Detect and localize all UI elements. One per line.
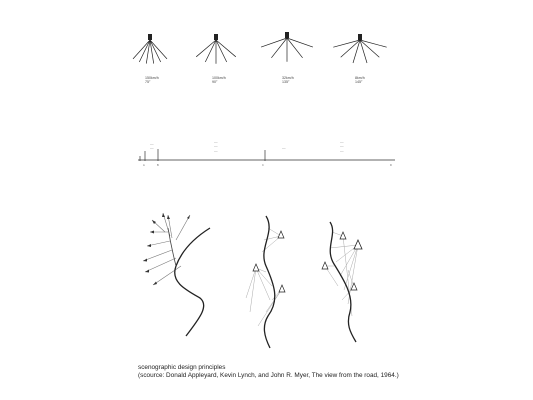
car-icon bbox=[285, 32, 289, 38]
road-sketch-3 bbox=[322, 222, 362, 342]
timeline bbox=[138, 149, 395, 161]
speed-value: 32km/h bbox=[282, 76, 294, 80]
speed-value: 100km/h bbox=[212, 76, 226, 80]
speed-label bbox=[282, 76, 294, 85]
note-line: — bbox=[150, 142, 154, 146]
viewer-triangle-icon bbox=[322, 262, 328, 269]
speed-value: 8km/h bbox=[355, 76, 365, 80]
car-icon bbox=[358, 34, 362, 40]
speed-label bbox=[145, 76, 159, 85]
note-line: — bbox=[282, 146, 286, 150]
viewer-triangle-icon bbox=[279, 285, 285, 292]
timeline-note bbox=[282, 146, 286, 150]
road-sketch-2 bbox=[246, 216, 285, 348]
view-ray bbox=[196, 40, 216, 57]
timeline-note bbox=[214, 140, 218, 153]
speed-value: 150km/h bbox=[145, 76, 159, 80]
note-line: — bbox=[214, 140, 218, 144]
note-line: — bbox=[340, 140, 344, 144]
angle-value: 90° bbox=[212, 80, 218, 85]
timeline-note bbox=[340, 140, 344, 153]
timeline-tick-label: A bbox=[143, 164, 145, 167]
speed-fan bbox=[261, 32, 313, 62]
timeline-tick-label: C bbox=[262, 164, 264, 167]
view-ray bbox=[216, 40, 227, 62]
angle-value: 135° bbox=[282, 80, 290, 85]
viewer-triangle-icon bbox=[253, 264, 259, 271]
speed-label bbox=[355, 76, 365, 85]
speed-fan-row bbox=[133, 32, 387, 64]
angle-value: 145° bbox=[355, 80, 363, 85]
note-line: — bbox=[340, 148, 344, 153]
car-icon bbox=[214, 34, 218, 40]
speed-fan bbox=[196, 34, 236, 64]
note-line: — bbox=[150, 146, 154, 151]
caption-source: (scource: Donald Appleyard, Kevin Lynch, and John R. Myer, The view from the road, 1964.) bbox=[138, 372, 399, 379]
speed-fan bbox=[333, 34, 386, 63]
view-ray bbox=[205, 40, 216, 62]
car-icon bbox=[148, 34, 152, 40]
note-line: — bbox=[214, 144, 218, 149]
road-sketch-1 bbox=[143, 213, 210, 336]
note-line: — bbox=[340, 144, 344, 149]
caption-title: scenographic design principles bbox=[138, 364, 226, 371]
speed-fan bbox=[133, 34, 167, 64]
timeline-note bbox=[150, 142, 154, 151]
angle-value: 75° bbox=[145, 80, 151, 85]
timeline-tick-label: B bbox=[157, 164, 159, 167]
figure-caption bbox=[138, 364, 399, 380]
timeline-tick-label: D bbox=[390, 164, 392, 167]
note-line: — bbox=[214, 148, 218, 153]
viewer-triangle-icon bbox=[351, 283, 357, 290]
speed-label bbox=[212, 76, 226, 85]
view-ray bbox=[216, 40, 236, 57]
viewer-triangle-icon bbox=[354, 240, 362, 249]
